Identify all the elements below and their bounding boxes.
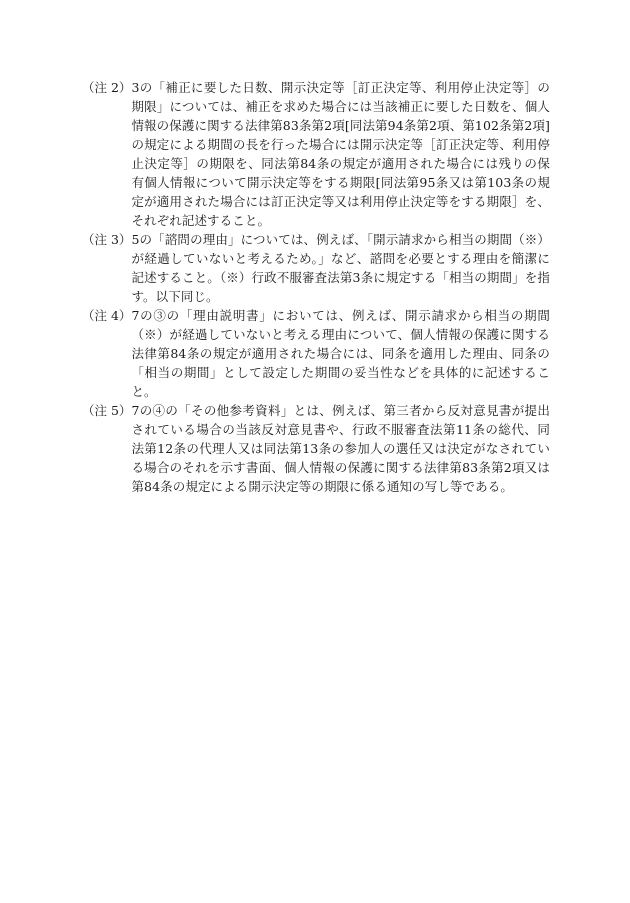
note-label: （注 5） [82,403,132,418]
note-text: 3の「補正に要した日数、開示決定等［訂正決定等、利用停止決定等］の期限」については、補正を求めた場合には当該補正に要した日数を、個人情報の保護に関する法律第83条第2項[同法第94条第2項、第102条第2項]の規定による期間の長を行った場合には開示決定等［訂正決定等、利用停止決定等］の期限を、同法第84条の規定が適用された場合には残りの保有個人情報について開示決定等をする期限[同法第95条又は第103条の規定が適用された場合には訂正決定等又は利用停止決定等をする期限］を、それぞれ記述すること。 [131,80,550,228]
note-2 [82,78,550,230]
note-text: 7の③の「理由説明書」においては、例えば、開示請求から相当の期間（※）が経過していないと考える理由について、個人情報の保護に関する法律第84条の規定が適用された場合には、同条を適用した理由、同条の「相当の期間」として設定した期間の妥当性などを具体的に記述すること。 [131,308,550,399]
note-text: 5の「諮問の理由」については、例えば、「開示請求から相当の期間（※）が経過していないと考えるため。」など、諮問を必要とする理由を簡潔に記述すること。（※）行政不服審査法第3条に規定する「相当の期間」を指す。以下同じ。 [131,232,550,304]
note-4 [82,306,550,401]
note-label: （注 2） [82,80,132,95]
note-3 [82,230,550,306]
note-label: （注 4） [82,308,132,323]
note-5 [82,401,550,496]
note-label: （注 3） [82,232,132,247]
note-text: 7の④の「その他参考資料」とは、例えば、第三者から反対意見書が提出されている場合の当該反対意見書や、行政不服審査法第11条の総代、同法第12条の代理人又は同法第13条の参加人の選任又は決定がなされている場合のそれを示す書面、個人情報の保護に関する法律第83条第2項又は第84条の規定による開示決定等の期限に係る通知の写し等である。 [131,403,550,494]
notes-list [82,78,550,496]
